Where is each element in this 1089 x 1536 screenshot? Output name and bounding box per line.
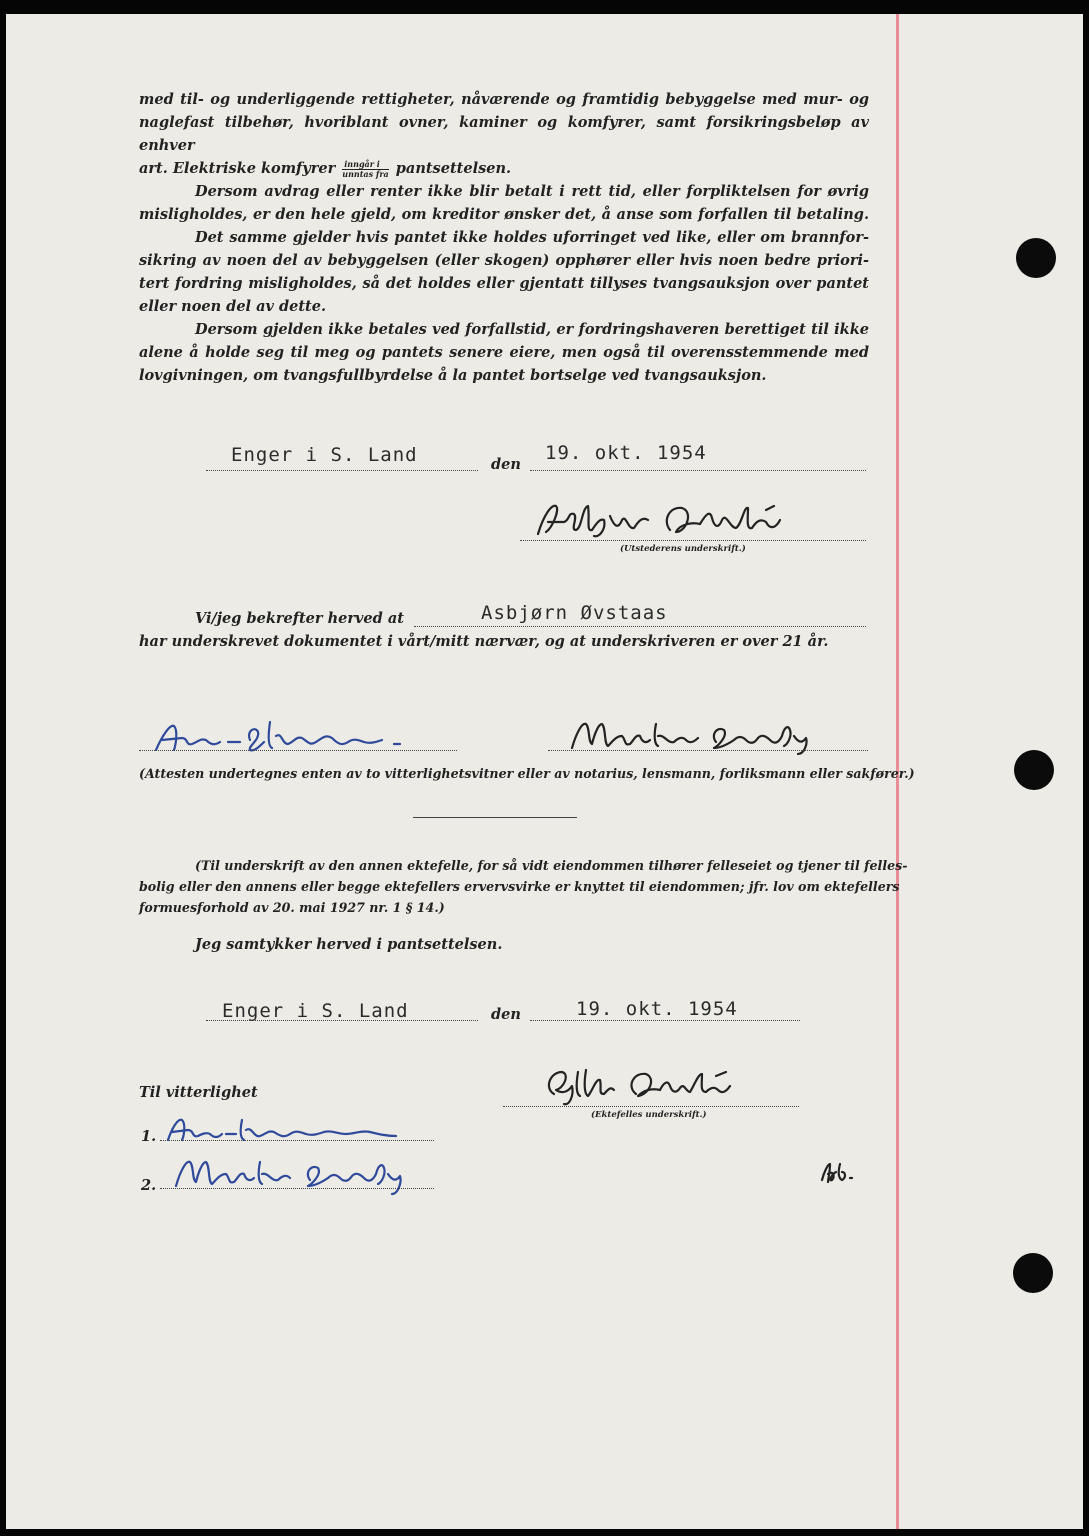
spouse-note-line-1: (Til underskrift av den annen ektefelle, for så vidt eiendommen tilhører felleseiet og tjener til felles- xyxy=(195,858,908,873)
den-label-2: den xyxy=(491,1006,521,1023)
paragraph-line: med til- og underliggende rettigheter, nåværende og framtidig bebyggelse med mur- og xyxy=(139,91,869,108)
spouse-signature-line xyxy=(503,1106,799,1107)
witness-heading: Til vitterlighet xyxy=(139,1084,258,1101)
paragraph-line: naglefast tilbehør, hvoriblant ovner, kaminer og komfyrer, samt forsikringsbeløp av enhver xyxy=(139,114,869,154)
issuer-signature-line xyxy=(520,540,866,541)
punch-hole-middle xyxy=(1014,750,1054,790)
attestation-prefix: Vi/jeg bekrefter herved at xyxy=(195,610,404,627)
paragraph-line: alene å holde seg til meg og pantets senere eiere, men også til overensstemmende med xyxy=(139,344,869,361)
punch-hole-top xyxy=(1016,238,1056,278)
fraction-bottom: unntas fra xyxy=(342,168,389,179)
witness-1-line xyxy=(160,1140,434,1141)
scan-border-right xyxy=(1083,0,1089,1536)
paragraph-line: Dersom gjelden ikke betales ved forfallstid, er fordringshaveren berettiget til ikke xyxy=(195,321,869,338)
registrar-initials xyxy=(818,1160,858,1184)
section-divider xyxy=(413,817,577,818)
inngaar-unntas-fraction xyxy=(342,160,388,179)
paragraph-line-text: art. Elektriske komfyrer xyxy=(139,160,341,177)
witness-2-line xyxy=(160,1188,434,1189)
den-label-1: den xyxy=(491,456,521,473)
signing-date-1: 19. okt. 1954 xyxy=(545,442,707,464)
paragraph-line: Det samme gjelder hvis pantet ikke holdes uforringet ved like, eller om brannfor- xyxy=(195,229,869,246)
paragraph-line xyxy=(139,157,869,180)
date-line-2 xyxy=(530,1020,800,1021)
witness-line-2 xyxy=(548,750,868,751)
spouse-note-line-2: bolig eller den annens eller begge ektefellers ervervsvirke er knyttet til eiendommen; jfr. lov om ektefellers xyxy=(139,879,900,894)
paragraph-line: eller noen del av dette. xyxy=(139,298,327,315)
scan-border-left xyxy=(0,0,6,1536)
issuer-signature-caption: (Utstederens underskrift.) xyxy=(620,544,746,554)
scan-border-top xyxy=(0,0,1089,14)
paragraph-line: tert fordring misligholdes, så det holdes eller gjentatt tillyses tvangsauksjon over pantet xyxy=(139,275,869,292)
attestation-caption: (Attesten undertegnes enten av to vitterlighetsvitner eller av notarius, lensmann, forliksmann eller sakfører.) xyxy=(139,766,915,781)
spouse-signature xyxy=(540,1064,800,1108)
signing-place-2: Enger i S. Land xyxy=(222,1000,409,1022)
mortgage-terms-paragraph xyxy=(139,88,869,387)
paragraph-line: misligholdes, er den hele gjeld, om kreditor ønsker det, å anse som forfallen til betaling. xyxy=(139,206,869,223)
issuer-signature xyxy=(530,500,800,540)
fraction-top: inngår i xyxy=(342,160,388,170)
attestation-name-line xyxy=(414,626,866,627)
spouse-signature-caption: (Ektefelles underskrift.) xyxy=(591,1110,707,1120)
paragraph-line: Dersom avdrag eller renter ikke blir betalt i rett tid, eller forpliktelsen for øvrig xyxy=(195,183,869,200)
scan-border-bottom xyxy=(0,1529,1089,1536)
signing-place-1: Enger i S. Land xyxy=(231,444,418,466)
attestation-statement: har underskrevet dokumentet i vårt/mitt nærvær, og at underskriveren er over 21 år. xyxy=(139,633,829,650)
paragraph-line-text: pantsettelsen. xyxy=(390,160,512,177)
witness-number-1: 1. xyxy=(141,1128,157,1145)
place-line-1 xyxy=(206,470,478,471)
place-line-2 xyxy=(206,1020,478,1021)
punch-hole-bottom xyxy=(1013,1253,1053,1293)
spouse-note-line-3: formuesforhold av 20. mai 1927 nr. 1 § 14.) xyxy=(139,900,445,915)
consent-statement: Jeg samtykker herved i pantsettelsen. xyxy=(195,936,503,953)
witness-2-signature xyxy=(170,1152,440,1196)
witness-number-2: 2. xyxy=(141,1177,157,1194)
witness-line-1 xyxy=(139,750,457,751)
paragraph-line: sikring av noen del av bebyggelsen (eller skogen) opphører eller hvis noen bedre priori- xyxy=(139,252,869,269)
paragraph-line: lovgivningen, om tvangsfullbyrdelse å la pantet bortselge ved tvangsauksjon. xyxy=(139,367,767,384)
attested-signer-name: Asbjørn Øvstaas xyxy=(481,602,668,624)
signing-date-2: 19. okt. 1954 xyxy=(576,998,738,1020)
date-line-1 xyxy=(530,470,866,471)
